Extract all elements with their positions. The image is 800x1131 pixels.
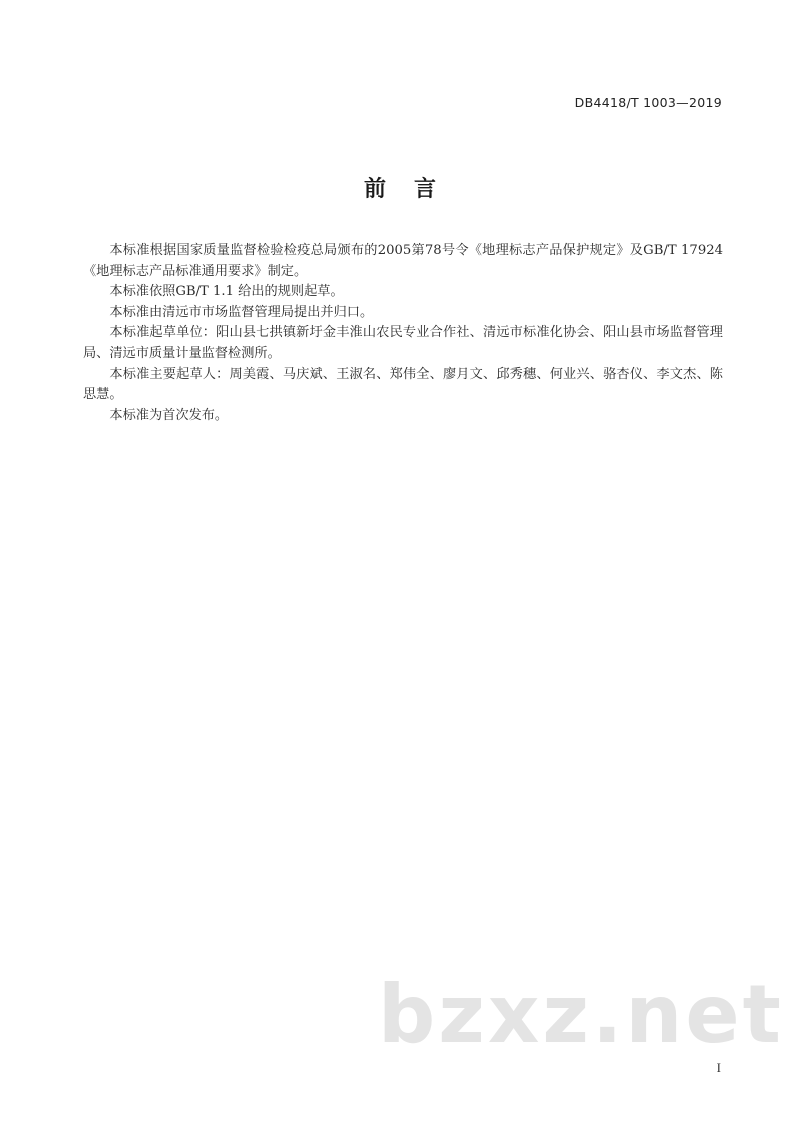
paragraph-drafters: 本标准主要起草人：周美霞、马庆斌、王淑名、郑伟全、廖月文、邱秀穗、何业兴、骆杏仪、李文杰、陈思慧。: [83, 366, 723, 403]
paragraph-drafting-rules: 本标准依照GB/T 1.1 给出的规则起草。: [109, 284, 344, 300]
paragraph-proposer: 本标准由清远市市场监督管理局提出并归口。: [109, 304, 374, 320]
page-title: 前言: [363, 177, 464, 202]
watermark: bzxz.net: [378, 968, 784, 1061]
document-code: DB4418/T 1003—2019: [574, 95, 722, 110]
page-number: I: [716, 1060, 721, 1075]
paragraph-first-release: 本标准为首次发布。: [109, 407, 229, 423]
paragraph-basis: 本标准根据国家质量监督检验检疫总局颁布的2005第78号令《地理标志产品保护规定》及GB/T 17924《地理标志产品标准通用要求》制定。: [83, 243, 723, 279]
foreword-body: [83, 241, 723, 426]
paragraph-drafting-units: 本标准起草单位：阳山县七拱镇新圩金丰淮山农民专业合作社、清远市标准化协会、阳山县市场监督管理局、清远市质量计量监督检测所。: [83, 325, 723, 361]
